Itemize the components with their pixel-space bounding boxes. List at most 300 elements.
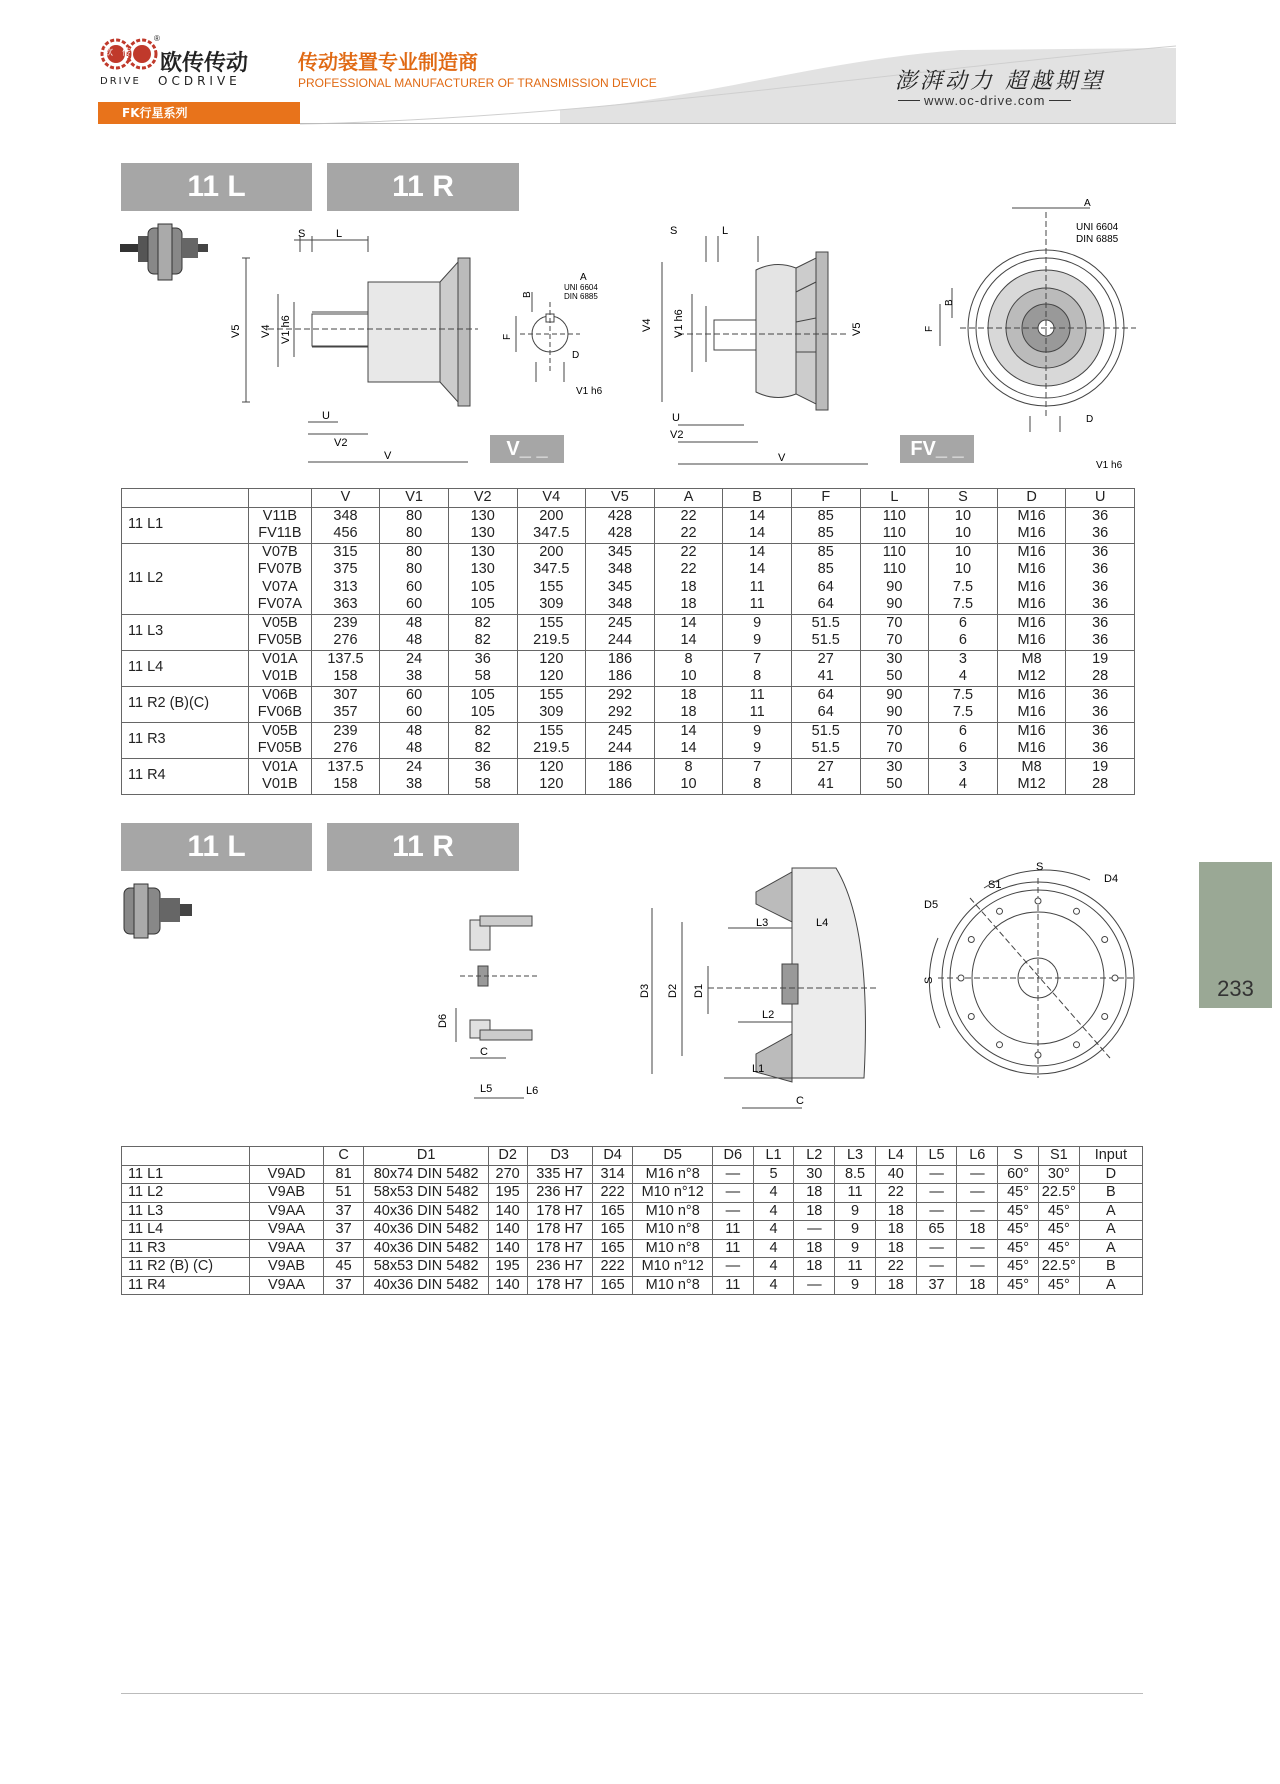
footer-rule [121, 1693, 1143, 1694]
table-row [122, 1202, 1143, 1221]
brand-en-left: DRIVE [100, 76, 141, 87]
table-cell: 120 [517, 650, 586, 668]
header-cell: L2 [794, 1147, 835, 1166]
group-name: 11 R4 [122, 758, 249, 794]
header-cell: D5 [633, 1147, 712, 1166]
label-a-face: A [1084, 198, 1091, 209]
header-cell: Input [1079, 1147, 1142, 1166]
label-v1h6-face: V1 h6 [1096, 460, 1123, 471]
table-cell: 18 [794, 1258, 835, 1277]
table-cell: 178 H7 [527, 1239, 592, 1258]
table-cell: 48 [380, 632, 449, 650]
label-l3: L3 [756, 917, 769, 929]
table-cell: — [794, 1221, 835, 1240]
table-cell: 18 [875, 1239, 916, 1258]
table-cell: 28 [1066, 776, 1135, 794]
drawing-shaft-end [480, 272, 620, 402]
label-d2: D2 [667, 983, 679, 998]
page-number-tab [1199, 862, 1272, 1008]
table-cell: 309 [517, 596, 586, 614]
table-cell: — [957, 1258, 998, 1277]
table-cell: 9 [835, 1202, 876, 1221]
coupling-thumbnail-icon [118, 882, 198, 940]
table-cell: 11 [723, 686, 792, 704]
table-cell: 36 [1066, 561, 1135, 579]
table-cell: 18 [654, 686, 723, 704]
row-code: V01B [249, 668, 312, 686]
header-cell: L5 [916, 1147, 957, 1166]
label-v1h6: V1 h6 [280, 315, 292, 344]
table-cell: 11 [835, 1258, 876, 1277]
table-cell: 80 [380, 543, 449, 561]
table-cell: 130 [448, 525, 517, 543]
header-cell: L1 [753, 1147, 794, 1166]
row-code: V9AA [250, 1276, 323, 1295]
table-cell: M16 [997, 561, 1066, 579]
label-s-top: S [1036, 861, 1044, 873]
table-row [122, 1239, 1143, 1258]
table-cell: 140 [488, 1202, 527, 1221]
table-cell: 130 [448, 561, 517, 579]
table-cell: 14 [723, 525, 792, 543]
table-cell: 8 [723, 776, 792, 794]
row-code: V9AA [250, 1239, 323, 1258]
table-cell: 178 H7 [527, 1221, 592, 1240]
table-cell: 14 [654, 722, 723, 740]
row-code: V01A [249, 758, 312, 776]
table-cell: 14 [723, 561, 792, 579]
table-row [122, 525, 1135, 543]
table-row [122, 579, 1135, 597]
table-cell: 70 [860, 614, 929, 632]
row-code: V11B [249, 507, 312, 525]
table-cell: 140 [488, 1221, 527, 1240]
table-cell: 18 [875, 1202, 916, 1221]
table-cell: M10 n°8 [633, 1276, 712, 1295]
table-cell: 85 [791, 507, 860, 525]
label-d: D [572, 350, 580, 361]
table-cell: 27 [791, 758, 860, 776]
table-cell: M16 n°8 [633, 1165, 712, 1184]
table-cell: 7.5 [929, 704, 998, 722]
table-cell: 60° [998, 1165, 1039, 1184]
table-cell: M8 [997, 758, 1066, 776]
row-name: 11 L2 [122, 1184, 250, 1203]
table-cell: 5 [753, 1165, 794, 1184]
table-cell: 36 [448, 650, 517, 668]
table-cell: 292 [586, 686, 655, 704]
table-cell: — [957, 1202, 998, 1221]
table-cell: M16 [997, 704, 1066, 722]
table-cell: 335 H7 [527, 1165, 592, 1184]
drawing-v-side [228, 222, 478, 472]
label-din: DIN 6885 [1076, 234, 1119, 245]
bolt-hole [1102, 937, 1108, 943]
label-l2-draw: L2 [762, 1009, 775, 1021]
table-cell: M16 [997, 596, 1066, 614]
table-cell: 244 [586, 632, 655, 650]
table-cell: 158 [311, 776, 380, 794]
table-cell: 348 [586, 596, 655, 614]
table-cell: 428 [586, 525, 655, 543]
table-cell: 10 [929, 525, 998, 543]
table-cell: 10 [929, 561, 998, 579]
table-cell: 155 [517, 579, 586, 597]
row-code: FV07A [249, 596, 312, 614]
table-cell: 22 [875, 1258, 916, 1277]
table-cell: — [794, 1276, 835, 1295]
table-row [122, 758, 1135, 776]
table-cell: 375 [311, 561, 380, 579]
table-cell: M10 n°8 [633, 1221, 712, 1240]
table-cell: 10 [654, 668, 723, 686]
row-code: FV06B [249, 704, 312, 722]
label-d-face: D [1086, 414, 1094, 425]
table-cell: 45° [998, 1258, 1039, 1277]
table-cell: 64 [791, 579, 860, 597]
table-cell: 90 [860, 704, 929, 722]
table-cell: 82 [448, 614, 517, 632]
table-cell: 276 [311, 740, 380, 758]
label-c-section: C [796, 1095, 804, 1107]
table-cell: M10 n°8 [633, 1202, 712, 1221]
drawing-coupling-section [420, 908, 560, 1108]
label-l4: L4 [816, 917, 829, 929]
table-cell: 3 [929, 758, 998, 776]
table-cell: 64 [791, 686, 860, 704]
table-cell: 236 H7 [527, 1258, 592, 1277]
table-cell: 11 [723, 596, 792, 614]
label-fv-box: FV_ _ [900, 435, 974, 463]
table-cell: 27 [791, 650, 860, 668]
table-cell: 11 [723, 704, 792, 722]
table-cell: 60 [380, 596, 449, 614]
table-cell: 222 [592, 1184, 633, 1203]
group-name: 11 R2 (B)(C) [122, 686, 249, 722]
table-cell: 41 [791, 776, 860, 794]
row-code: V9AA [250, 1221, 323, 1240]
table-cell: 90 [860, 686, 929, 704]
table-cell: — [916, 1202, 957, 1221]
table-cell: 195 [488, 1184, 527, 1203]
table-cell: 36 [1066, 525, 1135, 543]
table-cell: 155 [517, 722, 586, 740]
table-cell: 36 [1066, 596, 1135, 614]
table-cell: 236 H7 [527, 1184, 592, 1203]
table-cell: 82 [448, 632, 517, 650]
table-cell: 105 [448, 686, 517, 704]
table-cell: 155 [517, 686, 586, 704]
drawing-bolt-circle [910, 858, 1140, 1098]
table-cell: 6 [929, 722, 998, 740]
table-row [122, 704, 1135, 722]
table-cell: 3 [929, 650, 998, 668]
table-cell: 36 [1066, 579, 1135, 597]
table-cell: 130 [448, 543, 517, 561]
table-row [122, 1184, 1143, 1203]
label-c-small: C [480, 1046, 488, 1058]
table-cell: 40x36 DIN 5482 [364, 1239, 488, 1258]
label-v1h6-small: V1 h6 [576, 386, 603, 397]
table-cell: B [1079, 1184, 1142, 1203]
table-cell: 45° [998, 1184, 1039, 1203]
table-cell: 245 [586, 614, 655, 632]
table-cell: 4 [929, 668, 998, 686]
table-cell: 36 [1066, 740, 1135, 758]
table-cell: M16 [997, 632, 1066, 650]
label-s: S [298, 228, 306, 240]
table-cell: 80 [380, 561, 449, 579]
table-cell: 9 [723, 614, 792, 632]
table-cell: 58x53 DIN 5482 [364, 1184, 488, 1203]
table-cell: — [916, 1165, 957, 1184]
table-cell: 8.5 [835, 1165, 876, 1184]
label-l2: L [722, 225, 729, 237]
tab-11r-top: 11 R [327, 163, 519, 211]
table-cell: 30 [794, 1165, 835, 1184]
header-cell: L4 [875, 1147, 916, 1166]
table-cell: 345 [586, 543, 655, 561]
table-cell: 38 [380, 668, 449, 686]
bolt-hole [958, 975, 964, 981]
label-din-small: DIN 6885 [564, 292, 598, 301]
table-cell: 22.5° [1038, 1184, 1079, 1203]
table-row [122, 596, 1135, 614]
bolt-hole [1102, 1014, 1108, 1020]
table-cell: 18 [654, 579, 723, 597]
table-cell: 158 [311, 668, 380, 686]
table-cell: 9 [835, 1239, 876, 1258]
table-row [122, 686, 1135, 704]
header-cell-blank [122, 1147, 250, 1166]
header-rule [300, 123, 1176, 124]
label-l6: L6 [526, 1085, 539, 1097]
tab-11l-top: 11 L [121, 163, 312, 211]
table-cell: 45° [1038, 1276, 1079, 1295]
table-cell: 155 [517, 614, 586, 632]
logo-badge: 欧传 [104, 48, 141, 58]
table-cell: 347.5 [517, 525, 586, 543]
label-v5: V5 [230, 324, 242, 338]
bolt-hole [997, 1042, 1003, 1048]
label-l1: L1 [752, 1063, 765, 1075]
table-cell: 48 [380, 740, 449, 758]
row-code: V9AA [250, 1202, 323, 1221]
label-uni: UNI 6604 [1076, 222, 1119, 233]
table-cell: 244 [586, 740, 655, 758]
table-cell: 18 [875, 1276, 916, 1295]
table-cell: 165 [592, 1202, 633, 1221]
table-row [122, 740, 1135, 758]
table-cell: 45° [1038, 1239, 1079, 1258]
table-cell: 7.5 [929, 579, 998, 597]
table-cell: M16 [997, 614, 1066, 632]
table-cell: 165 [592, 1221, 633, 1240]
table-cell: 11 [712, 1276, 753, 1295]
label-ub: U [672, 412, 680, 424]
header-cell: V [311, 489, 380, 508]
table-cell: — [712, 1184, 753, 1203]
table-cell: 178 H7 [527, 1276, 592, 1295]
label-l5: L5 [480, 1083, 493, 1095]
row-name: 11 R3 [122, 1239, 250, 1258]
label-f-face: F [924, 325, 935, 332]
table-cell: 30° [1038, 1165, 1079, 1184]
table-cell: 9 [835, 1221, 876, 1240]
table-cell: 219.5 [517, 740, 586, 758]
slogan: 澎湃动力 超越期望 [895, 69, 1105, 94]
label-d1: D1 [693, 983, 705, 998]
row-code: V07B [249, 543, 312, 561]
label-s-left: S [923, 976, 935, 984]
tab-11r-bottom: 11 R [327, 823, 519, 871]
table-cell: 348 [311, 507, 380, 525]
table-row [122, 1276, 1143, 1295]
row-code: FV11B [249, 525, 312, 543]
table-cell: 51 [323, 1184, 364, 1203]
table-cell: — [916, 1184, 957, 1203]
table-cell: 80x74 DIN 5482 [364, 1165, 488, 1184]
table-cell: 186 [586, 758, 655, 776]
row-code: V06B [249, 686, 312, 704]
table-cell: 347.5 [517, 561, 586, 579]
header-cell: L3 [835, 1147, 876, 1166]
table-cell: 19 [1066, 650, 1135, 668]
table-cell: 58x53 DIN 5482 [364, 1258, 488, 1277]
table-cell: — [712, 1258, 753, 1277]
table-cell: 105 [448, 596, 517, 614]
header-cell: S [998, 1147, 1039, 1166]
table-cell: 186 [586, 776, 655, 794]
drawing-flange-face [900, 196, 1140, 476]
table-cell: 313 [311, 579, 380, 597]
table-cell: 18 [794, 1239, 835, 1258]
table-cell: 105 [448, 579, 517, 597]
table-cell: 50 [860, 668, 929, 686]
table-cell: 18 [794, 1202, 835, 1221]
table-cell: 165 [592, 1276, 633, 1295]
table-row [122, 776, 1135, 794]
table-cell: 309 [517, 704, 586, 722]
group-name: 11 L3 [122, 614, 249, 650]
table-cell: 186 [586, 650, 655, 668]
table-cell: 14 [654, 632, 723, 650]
table-cell: 38 [380, 776, 449, 794]
table-cell: 19 [1066, 758, 1135, 776]
table-cell: 90 [860, 596, 929, 614]
table-cell: 9 [835, 1276, 876, 1295]
table-cell: 270 [488, 1165, 527, 1184]
table-cell: 345 [586, 579, 655, 597]
table-cell: 4 [753, 1258, 794, 1277]
brand-cn: 欧传传动 [160, 51, 249, 76]
row-name: 11 L4 [122, 1221, 250, 1240]
table-cell: 80 [380, 507, 449, 525]
table-cell: 137.5 [311, 650, 380, 668]
row-code: V9AB [250, 1258, 323, 1277]
table-cell: 120 [517, 668, 586, 686]
table-cell: 4 [753, 1184, 794, 1203]
table-cell: 8 [654, 650, 723, 668]
table-cell: 456 [311, 525, 380, 543]
table-cell: 85 [791, 525, 860, 543]
table-cell: 200 [517, 543, 586, 561]
row-code: FV05B [249, 632, 312, 650]
table-cell: M12 [997, 668, 1066, 686]
tagline-en: PROFESSIONAL MANUFACTURER OF TRANSMISSION DEVICE [298, 76, 657, 90]
table-cell: 37 [323, 1202, 364, 1221]
table-cell: 36 [1066, 722, 1135, 740]
row-name: 11 L3 [122, 1202, 250, 1221]
table-row [122, 1258, 1143, 1277]
header-cell-blank [249, 489, 312, 508]
header-cell: S [929, 489, 998, 508]
label-v2b: V2 [670, 429, 684, 441]
table-cell: 64 [791, 704, 860, 722]
header [0, 0, 1280, 130]
table-cell: M8 [997, 650, 1066, 668]
table-cell: M16 [997, 686, 1066, 704]
table-cell: M12 [997, 776, 1066, 794]
label-d5: D5 [924, 899, 939, 911]
header-cell: D4 [592, 1147, 633, 1166]
table-cell: 58 [448, 776, 517, 794]
table-row [122, 561, 1135, 579]
header-cell: V5 [586, 489, 655, 508]
table-cell: 45° [998, 1202, 1039, 1221]
label-d4: D4 [1104, 873, 1119, 885]
group-name: 11 L4 [122, 650, 249, 686]
table-cell: 4 [753, 1276, 794, 1295]
table-cell: 18 [794, 1184, 835, 1203]
label-s1: S1 [988, 879, 1002, 891]
bolt-hole [1035, 898, 1041, 904]
table-cell: 11 [712, 1239, 753, 1258]
spec-table-2 [121, 1146, 1143, 1295]
table-cell: 36 [1066, 686, 1135, 704]
table-cell: 60 [380, 704, 449, 722]
table-cell: 10 [654, 776, 723, 794]
table-cell: 357 [311, 704, 380, 722]
table-cell: 81 [323, 1165, 364, 1184]
table-cell: 6 [929, 614, 998, 632]
label-uni-small: UNI 6604 [564, 283, 598, 292]
header-cell: S1 [1038, 1147, 1079, 1166]
table-cell: 85 [791, 543, 860, 561]
table-cell: 82 [448, 740, 517, 758]
table-cell: 48 [380, 614, 449, 632]
table-cell: 37 [323, 1221, 364, 1240]
table-2-header [122, 1147, 1143, 1166]
header-cell: L [860, 489, 929, 508]
group-name: 11 R3 [122, 722, 249, 758]
table-cell: 45° [1038, 1202, 1079, 1221]
label-a: A [580, 272, 587, 283]
table-1-header [122, 489, 1135, 508]
table-cell: 11 [723, 579, 792, 597]
table-cell: 315 [311, 543, 380, 561]
label-u: U [322, 410, 330, 422]
site-url: www.oc-drive.com [924, 93, 1046, 108]
table-row [122, 614, 1135, 632]
table-cell: 30 [860, 758, 929, 776]
table-cell: M16 [997, 740, 1066, 758]
table-cell: 45° [1038, 1221, 1079, 1240]
table-cell: 18 [654, 596, 723, 614]
header-cell: D2 [488, 1147, 527, 1166]
gearbox-thumbnail-icon [118, 222, 214, 286]
table-cell: 10 [929, 507, 998, 525]
